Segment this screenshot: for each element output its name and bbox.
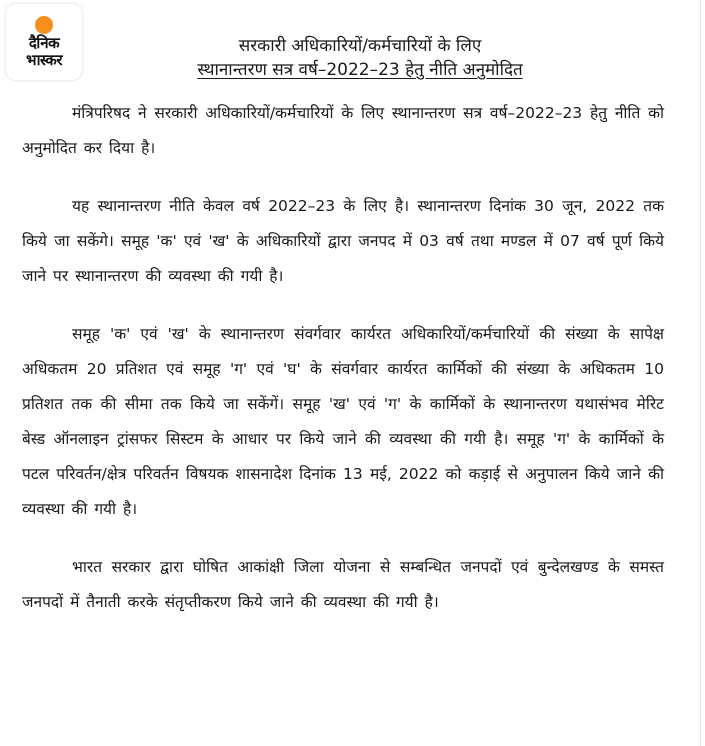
sun-icon xyxy=(35,16,53,34)
paragraph-transfer-limits: समूह 'क' एवं 'ख' के स्थानान्तरण संवर्गवार कार्यरत अधिकारियों/कर्मचारियों की संख्या के सापेक्ष अधिकतम 20 प्रतिशत एवं समूह 'ग' एवं 'घ' के संवर्गवार कार्यरत कार्मिकों की संख्या के अधिकतम 10 प्रतिशत तक की सीमा तक किये जा सकेंगें। समूह 'ख' एवं 'ग' के कार्मिकों के स्थानान्तरण यथासंभव मेरिट बेस्ड ऑनलाइन ट्रांसफर सिस्टम के आधार पर किये जाने की व्यवस्था की गयी है। समूह 'ग' के कार्मिकों के पटल परिवर्तन/क्षेत्र परिवर्तन विषयक शासनादेश दिनांक 13 मई, 2022 को कड़ाई से अनुपालन किये जाने की व्यवस्था की गयी है। xyxy=(22,325,664,518)
page-edge-divider xyxy=(700,0,701,746)
heading-line-2: स्थानान्तरण सत्र वर्ष–2022–23 हेतु नीति अनुमोदित xyxy=(197,60,523,80)
dainik-bhaskar-logo xyxy=(6,4,82,80)
document-body xyxy=(22,96,664,643)
heading-line-1: सरकारी अधिकारियों/कर्मचारियों के लिए xyxy=(238,36,482,56)
document-heading xyxy=(120,34,600,82)
paragraph-cabinet-approval: मंत्रिपरिषद ने सरकारी अधिकारियों/कर्मचारियों के लिए स्थानान्तरण सत्र वर्ष–2022–23 हेतु नीति को अनुमोदित कर दिया है। xyxy=(22,104,664,157)
logo-text-line1: दैनिक xyxy=(28,34,60,52)
logo-text-line2: भास्कर xyxy=(26,51,62,69)
paragraph-policy-period: यह स्थानान्तरण नीति केवल वर्ष 2022–23 के लिए है। स्थानान्तरण दिनांक 30 जून, 2022 तक किये जा सकेंगे। समूह 'क' एवं 'ख' के अधिकारियों द्वारा जनपद में 03 वर्ष तथा मण्डल में 07 वर्ष पूर्ण किये जाने पर स्थानान्तरण की व्यवस्था की गयी है। xyxy=(22,197,664,285)
paragraph-aspirational-districts: भारत सरकार द्वारा घोषित आकांक्षी जिला योजना से सम्बन्धित जनपदों एवं बुन्देलखण्ड के समस्त जनपदों में तैनाती करके संतृप्तीकरण किये जाने की व्यवस्था की गयी है। xyxy=(22,558,664,611)
